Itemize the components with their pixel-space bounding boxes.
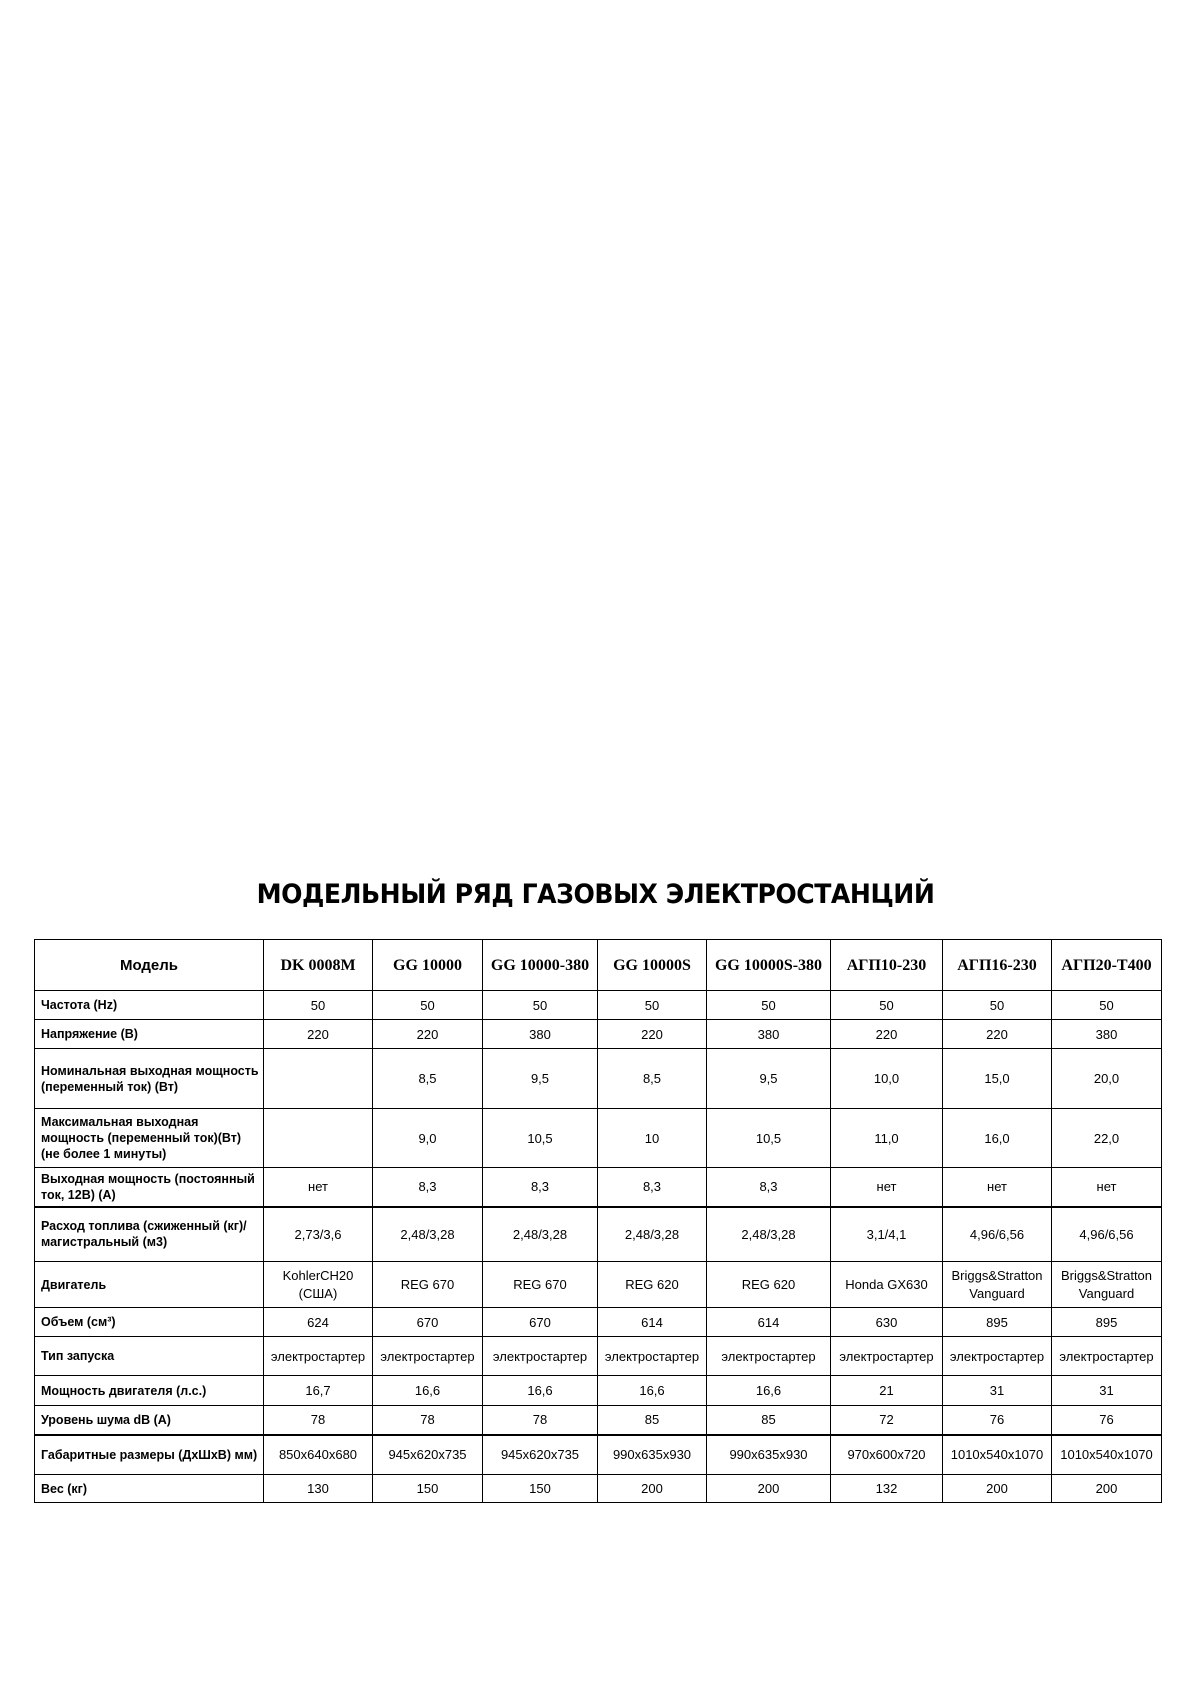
- table-cell: [264, 1049, 373, 1109]
- row-label: Частота (Hz): [35, 991, 264, 1020]
- spec-table: [34, 939, 1162, 1503]
- table-cell: 150: [373, 1475, 483, 1503]
- table-cell: 85: [707, 1406, 831, 1435]
- table-cell: 78: [483, 1406, 598, 1435]
- model-header: GG 10000S: [598, 940, 707, 991]
- model-header: АГП16-230: [943, 940, 1052, 991]
- header-model-label: Модель: [35, 940, 264, 991]
- table-cell: 20,0: [1052, 1049, 1162, 1109]
- table-cell: 614: [598, 1308, 707, 1337]
- table-cell: 50: [831, 991, 943, 1020]
- table-cell: электростартер: [1052, 1337, 1162, 1376]
- table-row: [35, 1435, 1162, 1475]
- table-row: [35, 1376, 1162, 1406]
- table-cell: 970х600х720: [831, 1435, 943, 1475]
- table-cell: 220: [943, 1020, 1052, 1049]
- table-cell: 9,5: [483, 1049, 598, 1109]
- table-cell: электростартер: [707, 1337, 831, 1376]
- table-cell: 220: [373, 1020, 483, 1049]
- table-cell: Briggs&Stratton Vanguard: [1052, 1262, 1162, 1308]
- page-title: МОДЕЛЬНЫЙ РЯД ГАЗОВЫХ ЭЛЕКТРОСТАНЦИЙ: [256, 879, 935, 910]
- row-label: Мощность двигателя (л.с.): [35, 1376, 264, 1406]
- table-cell: 2,48/3,28: [483, 1207, 598, 1262]
- table-cell: электростартер: [373, 1337, 483, 1376]
- table-cell: электростартер: [483, 1337, 598, 1376]
- row-label: Объем (см³): [35, 1308, 264, 1337]
- table-cell: 50: [598, 991, 707, 1020]
- table-cell: 670: [483, 1308, 598, 1337]
- table-cell: 990х635х930: [598, 1435, 707, 1475]
- table-row: [35, 1020, 1162, 1049]
- table-cell: Honda GX630: [831, 1262, 943, 1308]
- table-cell: 380: [707, 1020, 831, 1049]
- table-cell: 990х635х930: [707, 1435, 831, 1475]
- table-cell: 8,5: [373, 1049, 483, 1109]
- table-cell: 614: [707, 1308, 831, 1337]
- table-cell: нет: [1052, 1168, 1162, 1207]
- table-cell: 2,73/3,6: [264, 1207, 373, 1262]
- table-cell: 380: [1052, 1020, 1162, 1049]
- model-header: АГП20-Т400: [1052, 940, 1162, 991]
- table-cell: REG 620: [707, 1262, 831, 1308]
- table-cell: 10: [598, 1109, 707, 1168]
- table-cell: 85: [598, 1406, 707, 1435]
- row-label: Расход топлива (сжиженный (кг)/ магистральный (м3): [35, 1207, 264, 1262]
- table-cell: 3,1/4,1: [831, 1207, 943, 1262]
- table-cell: 50: [943, 991, 1052, 1020]
- table-cell: REG 670: [373, 1262, 483, 1308]
- model-header: GG 10000S-380: [707, 940, 831, 991]
- table-cell: 624: [264, 1308, 373, 1337]
- table-row: [35, 1406, 1162, 1435]
- table-cell: нет: [264, 1168, 373, 1207]
- table-cell: 945х620х735: [373, 1435, 483, 1475]
- table-cell: электростартер: [598, 1337, 707, 1376]
- row-label: Напряжение (В): [35, 1020, 264, 1049]
- table-cell: [264, 1109, 373, 1168]
- row-label: Вес (кг): [35, 1475, 264, 1503]
- table-cell: 8,3: [373, 1168, 483, 1207]
- table-cell: 200: [707, 1475, 831, 1503]
- table-cell: 1010х540х1070: [943, 1435, 1052, 1475]
- table-row: [35, 1049, 1162, 1109]
- table-cell: 10,5: [707, 1109, 831, 1168]
- table-row: [35, 1308, 1162, 1337]
- table-cell: 15,0: [943, 1049, 1052, 1109]
- table-cell: 50: [264, 991, 373, 1020]
- table-cell: 200: [943, 1475, 1052, 1503]
- table-cell: нет: [831, 1168, 943, 1207]
- table-cell: 50: [483, 991, 598, 1020]
- table-cell: KohlerCH20 (США): [264, 1262, 373, 1308]
- table-cell: 850х640х680: [264, 1435, 373, 1475]
- table-cell: 895: [943, 1308, 1052, 1337]
- table-cell: 4,96/6,56: [943, 1207, 1052, 1262]
- table-cell: 380: [483, 1020, 598, 1049]
- table-cell: REG 620: [598, 1262, 707, 1308]
- table-cell: 72: [831, 1406, 943, 1435]
- row-label: Двигатель: [35, 1262, 264, 1308]
- table-cell: 31: [943, 1376, 1052, 1406]
- table-cell: 1010х540х1070: [1052, 1435, 1162, 1475]
- table-cell: 10,0: [831, 1049, 943, 1109]
- table-cell: 78: [373, 1406, 483, 1435]
- table-cell: Briggs&Stratton Vanguard: [943, 1262, 1052, 1308]
- table-cell: 150: [483, 1475, 598, 1503]
- table-cell: 21: [831, 1376, 943, 1406]
- table-cell: 200: [598, 1475, 707, 1503]
- table-cell: 8,3: [598, 1168, 707, 1207]
- table-row: [35, 1109, 1162, 1168]
- table-cell: 220: [831, 1020, 943, 1049]
- row-label: Габаритные размеры (ДхШхВ) мм): [35, 1435, 264, 1475]
- table-cell: 16,7: [264, 1376, 373, 1406]
- table-cell: нет: [943, 1168, 1052, 1207]
- table-cell: 130: [264, 1475, 373, 1503]
- table-row: [35, 1337, 1162, 1376]
- table-cell: 16,6: [707, 1376, 831, 1406]
- table-cell: электростартер: [943, 1337, 1052, 1376]
- table-cell: 50: [1052, 991, 1162, 1020]
- row-label: Максимальная выходная мощность (переменный ток)(Вт) (не более 1 минуты): [35, 1109, 264, 1168]
- table-cell: 11,0: [831, 1109, 943, 1168]
- table-cell: 8,3: [483, 1168, 598, 1207]
- row-label: Выходная мощность (постоянный ток, 12В) (А): [35, 1168, 264, 1207]
- table-row: [35, 1475, 1162, 1503]
- table-cell: 8,5: [598, 1049, 707, 1109]
- table-cell: 220: [264, 1020, 373, 1049]
- table-cell: 16,6: [373, 1376, 483, 1406]
- table-cell: электростартер: [831, 1337, 943, 1376]
- table-cell: 2,48/3,28: [707, 1207, 831, 1262]
- table-row: [35, 1262, 1162, 1308]
- table-cell: 16,0: [943, 1109, 1052, 1168]
- table-cell: 200: [1052, 1475, 1162, 1503]
- model-header: DK 0008M: [264, 940, 373, 991]
- table-cell: 945х620х735: [483, 1435, 598, 1475]
- table-cell: 630: [831, 1308, 943, 1337]
- table-row: [35, 991, 1162, 1020]
- table-cell: 31: [1052, 1376, 1162, 1406]
- table-cell: 9,5: [707, 1049, 831, 1109]
- table-cell: 9,0: [373, 1109, 483, 1168]
- table-cell: 22,0: [1052, 1109, 1162, 1168]
- table-cell: 670: [373, 1308, 483, 1337]
- table-cell: 50: [707, 991, 831, 1020]
- row-label: Тип запуска: [35, 1337, 264, 1376]
- table-cell: 8,3: [707, 1168, 831, 1207]
- table-cell: 895: [1052, 1308, 1162, 1337]
- table-cell: 2,48/3,28: [373, 1207, 483, 1262]
- row-label: Номинальная выходная мощность (переменный ток) (Вт): [35, 1049, 264, 1109]
- row-label: Уровень шума dB (А): [35, 1406, 264, 1435]
- table-cell: 16,6: [598, 1376, 707, 1406]
- table-cell: 220: [598, 1020, 707, 1049]
- table-cell: 76: [943, 1406, 1052, 1435]
- model-header: GG 10000: [373, 940, 483, 991]
- table-cell: 132: [831, 1475, 943, 1503]
- model-header: GG 10000-380: [483, 940, 598, 991]
- table-cell: 76: [1052, 1406, 1162, 1435]
- table-cell: 10,5: [483, 1109, 598, 1168]
- table-cell: 50: [373, 991, 483, 1020]
- table-row: [35, 1207, 1162, 1262]
- table-cell: 78: [264, 1406, 373, 1435]
- model-header: АГП10-230: [831, 940, 943, 991]
- table-row: [35, 1168, 1162, 1207]
- table-cell: REG 670: [483, 1262, 598, 1308]
- table-cell: электростартер: [264, 1337, 373, 1376]
- table-cell: 2,48/3,28: [598, 1207, 707, 1262]
- table-header-row: [35, 940, 1162, 991]
- table-cell: 16,6: [483, 1376, 598, 1406]
- table-cell: 4,96/6,56: [1052, 1207, 1162, 1262]
